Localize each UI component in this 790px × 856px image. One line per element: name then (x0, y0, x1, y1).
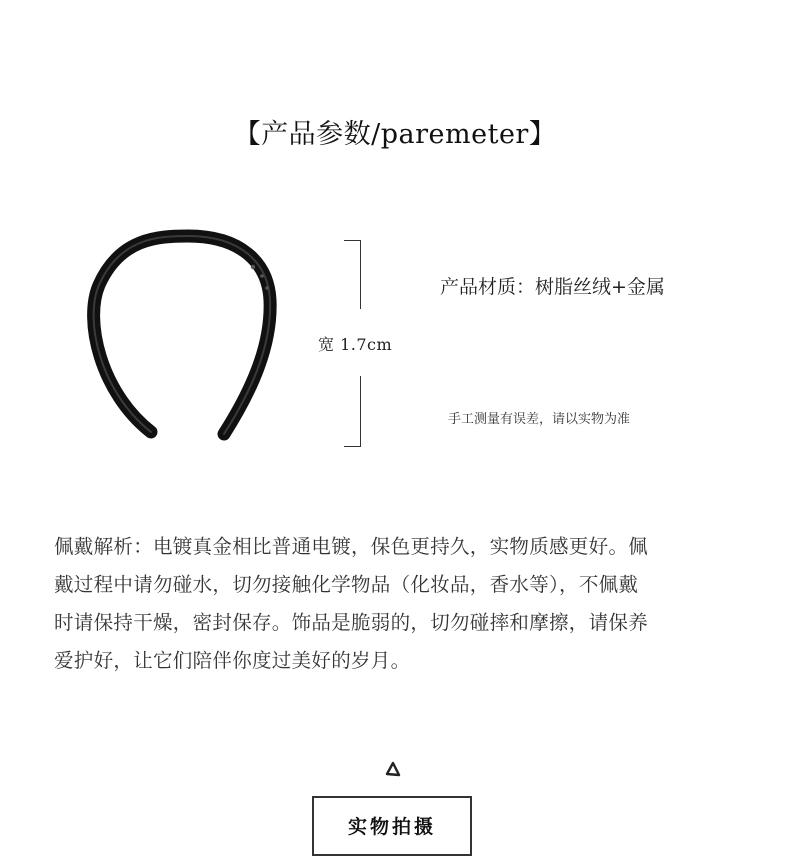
material-text: 产品材质：树脂丝绒+金属 (440, 276, 665, 298)
description-line: 佩戴解析：电镀真金相比普通电镀，保色更持久，实物质感更好。佩 (54, 535, 649, 558)
wearing-description (54, 528, 734, 680)
width-label: 宽 1.7cm (318, 335, 393, 354)
real-photo-label: 实物拍摄 (347, 816, 436, 838)
description-line: 戴过程中请勿碰水，切勿接触化学物品（化妆品，香水等），不佩戴 (54, 573, 639, 596)
measurement-note: 手工测量有误差，请以实物为准 (448, 412, 631, 427)
description-line: 时请保持干燥，密封保存。饰品是脆弱的，切勿碰摔和摩擦，请保养 (54, 611, 649, 634)
width-bracket-bottom (344, 376, 361, 447)
headband-image (0, 0, 320, 460)
real-photo-banner (312, 796, 472, 856)
page-title: 【产品参数/paremeter】 (233, 119, 557, 150)
width-bracket-top (344, 240, 361, 309)
arrow-down-icon (383, 760, 403, 778)
description-line: 爱护好，让它们陪伴你度过美好的岁月。 (54, 649, 411, 672)
